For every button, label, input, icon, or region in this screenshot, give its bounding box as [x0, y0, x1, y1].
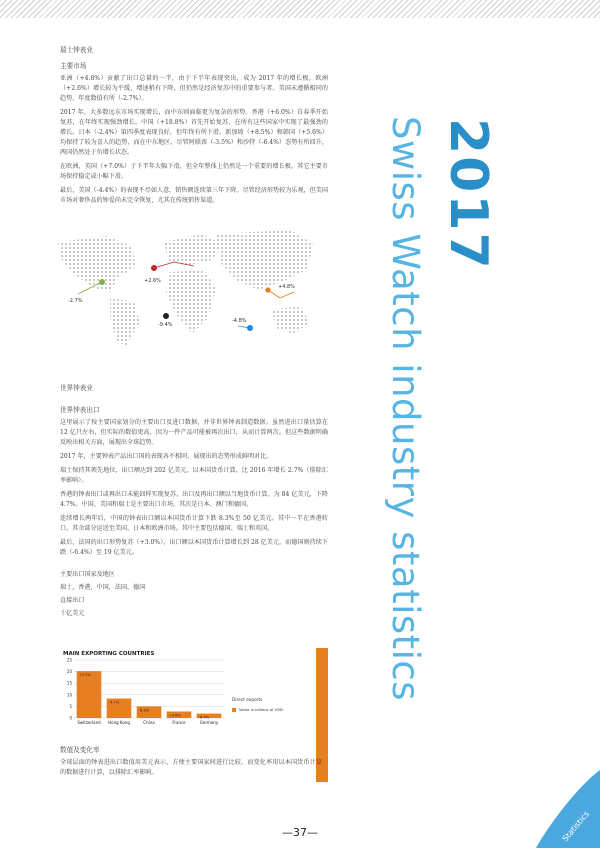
section-heading: 世界钟表业: [60, 384, 93, 392]
list-item: 主要出口国家及地区: [60, 571, 115, 578]
legend-item: Value in billions of USD: [239, 707, 283, 712]
chart-category-label: Hong Kong: [108, 720, 130, 725]
main-exporting-countries-chart: [60, 648, 312, 738]
paragraph: 亚洲（+4.8%）贡献了出口总量的一半，由于下半年表现突出，成为 2017 年的增长极。欧洲（+2.6%）增长较为平缓，增速稍有下降，但仍然是经济复苏中的重要参与者。美国未遵循相同的趋势，年度数值有所（-2.7%）。: [60, 75, 328, 102]
map-label: +4.8%: [278, 284, 295, 290]
paragraph: 这里展示了按主要国家划分的主要出口及进口数据，并非世界钟表制造数据。虽然进出口量估算在 12 亿只左右，但实际的数值更高，因为一件产品可能被再次出口，从而计算两次。但这些数据明确反映出相关方面，展现出全球趋势。: [60, 419, 328, 446]
world-map-figure: [44, 222, 328, 356]
chart-data-label: -8.3%: [138, 708, 150, 713]
paragraph: 连续增长两年后，中国的钟表出口额以本国货币计算下跌 8.3%至 50 亿美元。其中一半在香港转口。其余部分运送至美国、日本和欧洲市场。其中主要包括德国、瑞士和英国。: [60, 515, 328, 532]
map-label: +2.6%: [144, 278, 161, 284]
chart-data-label: -4.7%: [108, 700, 120, 705]
list-item: 瑞士，香港，中国，法国，德国: [60, 584, 146, 591]
chart-ytick-label: 20: [66, 669, 72, 675]
chart-category-label: Switzerland: [77, 720, 101, 725]
map-label: -4.8%: [232, 318, 247, 324]
chart-bar: [77, 671, 102, 718]
list-item: 直接出口: [60, 597, 85, 604]
note-heading: 数值及变化率: [60, 746, 100, 754]
paragraph: 最后，法国的出口形势复苏（+3.0%），出口额以本国货币计算增长到 28 亿美元，而德国则持续下跌（-6.4%）至 19 亿美元。: [60, 539, 328, 556]
top-hatch-border: [0, 0, 600, 18]
vertical-year: 2017: [438, 118, 498, 271]
paragraph: 2017 年，大多数远东市场实现增长，而中东则面临更为复杂的形势。香港（+6.0%）自春季开始复苏，在年终实现强劲增长。中国（+18.8%）首先开始复苏，在所有这些国家中实现了最强劲的增长。日本（-2.4%）第四季度表现良好，但年终有所下滑。新加坡（+8.5%）和韩国（+5.6%）均保持了较为喜人的趋势，而在中东地区，尽管阿联酋（-3.5%）和沙特（-6.4%）态势有所回升，两国仍然处于负增长状态。: [60, 109, 328, 156]
list-item: 十亿美元: [60, 610, 85, 617]
subheading-world-exports: 世界钟表出口: [60, 406, 100, 414]
paragraph: 香港的钟表出口或再出口未能回样实现复苏。出口及再出口额以当地货币计算，为 84 亿美元，下降 4.7%。中国、美国和瑞士是主要出口市场，其次是日本、澳门和德国。: [60, 491, 328, 508]
map-label: -9.4%: [158, 322, 173, 328]
chart-ytick-label: 15: [66, 680, 72, 686]
chart-data-label: +3.0%: [168, 713, 181, 718]
chart-category-label: France: [172, 720, 186, 725]
note-text: 全球层面的钟表进出口数值用美元表示，方便主要国家间进行比较。而变化率用以本国货币计算的数据进行计算，以排除汇率影响。: [60, 759, 322, 776]
corner-label: Statistics: [560, 809, 592, 844]
page-number: —37—: [282, 826, 318, 839]
chart-category-label: Germany: [199, 720, 219, 725]
chart-ytick-label: 0: [69, 715, 72, 721]
chart-ytick-label: 10: [66, 692, 72, 698]
corner-decoration: [508, 756, 600, 848]
subheading-main-markets: 主要市场: [60, 62, 87, 70]
paragraph: 瑞士保持其领先地位，出口额达到 202 亿美元，以本国货币计算，比 2016 年增长 2.7%（排除汇率影响）。: [60, 467, 328, 484]
section-world-industry: [60, 382, 328, 619]
chart-title: MAIN EXPORTING COUNTRIES: [63, 651, 155, 657]
legend-title: Direct exports: [232, 698, 263, 703]
chart-ytick-label: 5: [69, 703, 72, 709]
paragraph: 最后，美国（-4.4%）的表现不尽如人意，销售额连续第三年下降。尽管经济形势较为乐观，但美国市场对奢侈品的钟爱尚未完全恢复，尤其在传统销售渠道。: [60, 187, 328, 204]
map-label: -2.7%: [68, 298, 83, 304]
chart-category-label: China: [143, 720, 155, 725]
note-values: [60, 744, 322, 778]
section-heading: 瑞士钟表业: [60, 46, 93, 54]
section-swiss-industry: [60, 44, 328, 206]
paragraph: 在欧洲，英国（+7.0%）于下半年大幅下滑，但全年整体上仍然是一个重要的增长极。其它主要市场保持稳定或小幅下滑。: [60, 163, 328, 180]
chart-data-label: -6.4%: [198, 715, 210, 720]
chart-data-label: +2.7%: [78, 673, 91, 678]
vertical-title: Swiss Watch industry statistics: [384, 116, 427, 702]
chart-ytick-label: 25: [66, 657, 72, 663]
legend-swatch: [232, 708, 236, 712]
paragraph: 2017 年，主要钟表产品出口国的表现各不相同，展现出的态势形成鲜明对比。: [60, 453, 273, 460]
